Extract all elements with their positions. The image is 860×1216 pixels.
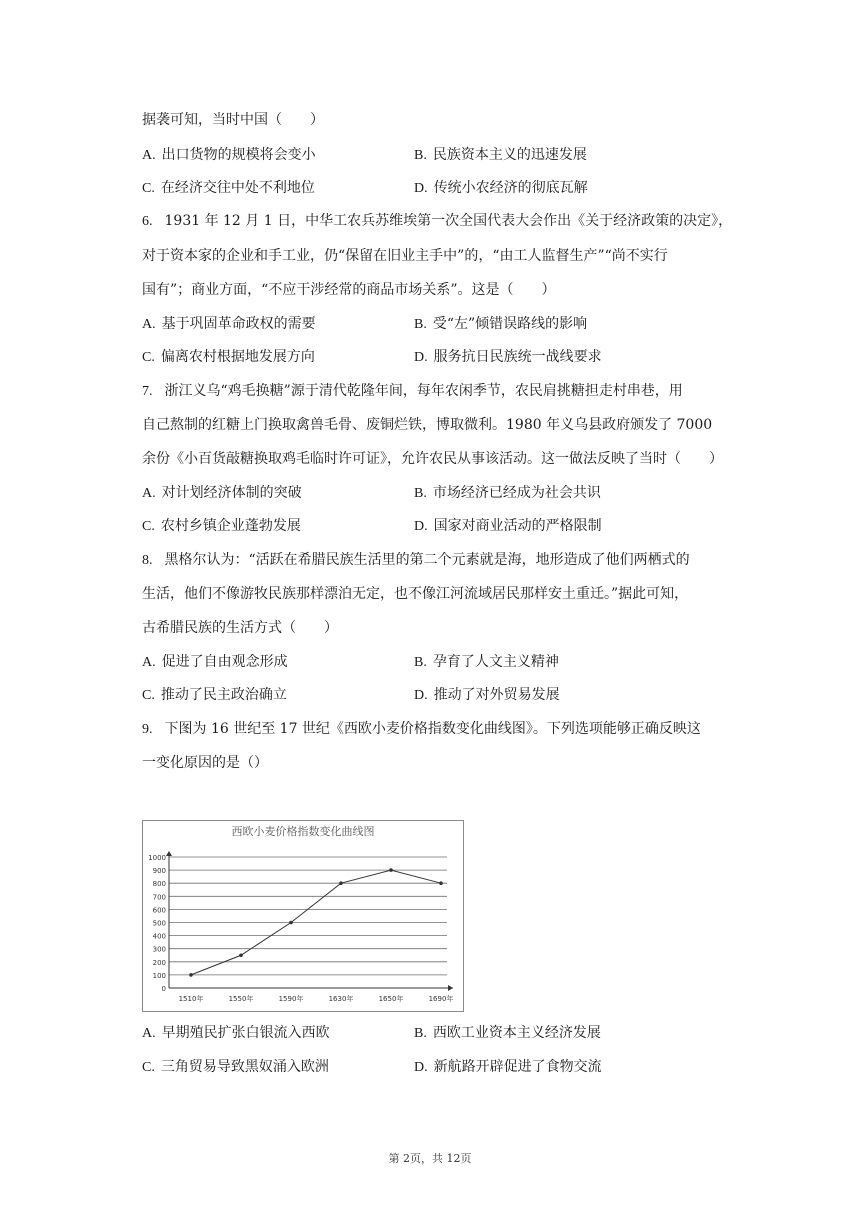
q5-option-d[interactable] — [414, 178, 588, 199]
q7-stem — [142, 381, 683, 402]
x-tick-label: 1690年 — [428, 995, 454, 1003]
chart-svg — [143, 821, 463, 1011]
question-text: 1931 年 12 月 1 日，中华工农兵苏维埃第一次全国代表大会作出《关于经济政策的决定》， — [164, 213, 733, 229]
q9-option-a[interactable] — [142, 1023, 330, 1044]
y-tick-label: 300 — [152, 945, 166, 954]
option-letter: B. — [414, 1026, 427, 1041]
q8-option-d[interactable] — [414, 685, 560, 706]
option-text: 早期殖民扩张白银流入西欧 — [161, 1025, 330, 1041]
option-letter: C. — [142, 688, 155, 703]
option-text: 市场经济已经成为社会共识 — [432, 485, 601, 501]
option-letter: A. — [142, 148, 156, 163]
option-text: 农村乡镇企业蓬勃发展 — [160, 518, 301, 534]
question-text: 下图为 16 世纪至 17 世纪《西欧小麦价格指数变化曲线图》。下列选项能够正确反映这 — [164, 721, 701, 737]
q5-option-b[interactable] — [414, 145, 587, 166]
q6-option-b[interactable] — [414, 314, 587, 335]
question-text: 黑格尔认为：“活跃在希腊民族生活里的第二个元素就是海，地形造成了他们两栖式的 — [164, 552, 690, 568]
q7-option-a[interactable] — [142, 483, 302, 504]
option-letter: A. — [142, 1026, 156, 1041]
y-tick-label: 700 — [152, 893, 166, 902]
question-number: 6. — [142, 214, 153, 229]
option-letter: D. — [414, 688, 428, 703]
data-point — [439, 881, 443, 885]
q8-option-a[interactable] — [142, 652, 288, 673]
option-text: 孕育了人文主义精神 — [432, 654, 559, 670]
page-footer: 第 2页，共 12页 — [388, 1152, 472, 1165]
q8-option-c[interactable] — [142, 685, 287, 706]
q9-option-c[interactable] — [142, 1057, 329, 1078]
data-point — [289, 921, 293, 925]
data-point — [239, 953, 243, 957]
y-tick-label: 0 — [161, 985, 166, 993]
option-text: 基于巩固革命政权的需要 — [161, 316, 316, 332]
chart-grid — [169, 857, 447, 975]
question-number: 7. — [142, 384, 153, 399]
x-tick-label: 1550年 — [228, 995, 254, 1003]
q8-stem-line3: 古希腊民族的生活方式（ ） — [142, 620, 338, 636]
q6-option-d[interactable] — [414, 347, 602, 368]
q6-stem-line2: 对于资本家的企业和手工业，仍“保留在旧业主手中”的，“由工人监督生产”“尚不实行 — [142, 248, 668, 264]
x-tick-label: 1510年 — [178, 995, 204, 1003]
y-tick-label: 1000 — [148, 854, 166, 862]
y-axis-arrow — [166, 851, 172, 856]
option-letter: D. — [414, 519, 428, 534]
option-text: 国家对商业活动的严格限制 — [433, 518, 602, 534]
chart-axes — [166, 851, 453, 991]
data-point — [339, 881, 343, 885]
option-text: 出口货物的规模将会变小 — [161, 147, 316, 163]
y-tick-label: 500 — [152, 919, 166, 928]
wheat-price-chart — [142, 820, 464, 1012]
option-letter: C. — [142, 350, 155, 365]
q8-stem-line2: 生活，他们不像游牧民族那样漂泊无定，也不像江河流域居民那样安土重迁。”据此可知， — [142, 586, 689, 602]
option-text: 民族资本主义的迅速发展 — [432, 147, 587, 163]
q6-stem-line3: 国有”；商业方面，“不应干涉经常的商品市场关系”。这是（ ） — [142, 282, 556, 298]
q9-option-d[interactable] — [414, 1057, 602, 1078]
x-tick-label: 1650年 — [378, 995, 404, 1003]
q6-stem — [142, 211, 732, 232]
q7-option-d[interactable] — [414, 516, 602, 537]
option-letter: D. — [414, 1060, 428, 1075]
data-point — [389, 868, 393, 872]
q8-stem — [142, 550, 690, 571]
option-text: 在经济交往中处不利地位 — [160, 180, 315, 196]
option-letter: B. — [414, 317, 427, 332]
option-letter: D. — [414, 181, 428, 196]
x-axis-arrow — [448, 985, 453, 991]
chart-title: 西欧小麦价格指数变化曲线图 — [231, 825, 375, 838]
option-letter: C. — [142, 1060, 155, 1075]
option-text: 受“左”倾错误路线的影响 — [432, 316, 588, 332]
x-tick-label: 1590年 — [278, 995, 304, 1003]
option-text: 推动了对外贸易发展 — [433, 687, 560, 703]
option-text: 偏离农村根据地发展方向 — [160, 349, 315, 365]
q7-option-c[interactable] — [142, 516, 301, 537]
q9-option-b[interactable] — [414, 1023, 601, 1044]
option-letter: C. — [142, 519, 155, 534]
q7-stem-line3: 余份《小百货敲糖换取鸡毛临时许可证》，允许农民从事该活动。这一做法反映了当时（ ） — [142, 451, 723, 467]
option-text: 西欧工业资本主义经济发展 — [432, 1025, 601, 1041]
q5-option-a[interactable] — [142, 145, 316, 166]
q6-option-a[interactable] — [142, 314, 316, 335]
option-text: 三角贸易导致黑奴涌入欧洲 — [160, 1059, 329, 1075]
y-tick-label: 600 — [152, 906, 166, 915]
q8-option-b[interactable] — [414, 652, 559, 673]
chart-ticks — [148, 854, 453, 1003]
q6-option-c[interactable] — [142, 347, 315, 368]
option-text: 服务抗日民族统一战线要求 — [433, 349, 602, 365]
question-number: 8. — [142, 553, 153, 568]
q9-stem — [142, 719, 701, 740]
y-tick-label: 400 — [152, 932, 166, 941]
data-point — [189, 973, 193, 977]
option-text: 促进了自由观念形成 — [161, 654, 288, 670]
question-number: 9. — [142, 722, 153, 737]
y-tick-label: 800 — [152, 880, 166, 889]
option-letter: B. — [414, 148, 427, 163]
option-letter: B. — [414, 655, 427, 670]
option-letter: A. — [142, 317, 156, 332]
option-letter: C. — [142, 181, 155, 196]
q5-stem-tail: 据袭可知，当时中国（ ） — [142, 112, 324, 128]
option-letter: D. — [414, 350, 428, 365]
option-text: 新航路开辟促进了食物交流 — [433, 1059, 602, 1075]
q9-stem-line2: 一变化原因的是（） — [142, 755, 268, 771]
q7-stem-line2: 自己熬制的红糖上门换取禽兽毛骨、废铜烂铁，博取微利。1980 年义乌县政府颁发了 7000 — [142, 417, 713, 433]
question-text: 浙江义乌“鸡毛换糖”源于清代乾隆年间，每年农闲季节，农民肩挑糖担走村串巷，用 — [164, 383, 683, 399]
y-tick-label: 900 — [152, 867, 166, 876]
option-text: 传统小农经济的彻底瓦解 — [433, 180, 588, 196]
option-letter: A. — [142, 655, 156, 670]
y-tick-label: 100 — [152, 971, 166, 980]
x-tick-label: 1630年 — [328, 995, 354, 1003]
option-text: 推动了民主政治确立 — [160, 687, 287, 703]
option-letter: A. — [142, 486, 156, 501]
option-letter: B. — [414, 486, 427, 501]
y-tick-label: 200 — [152, 958, 166, 967]
q5-option-c[interactable] — [142, 178, 315, 199]
option-text: 对计划经济体制的突破 — [161, 485, 302, 501]
q7-option-b[interactable] — [414, 483, 601, 504]
